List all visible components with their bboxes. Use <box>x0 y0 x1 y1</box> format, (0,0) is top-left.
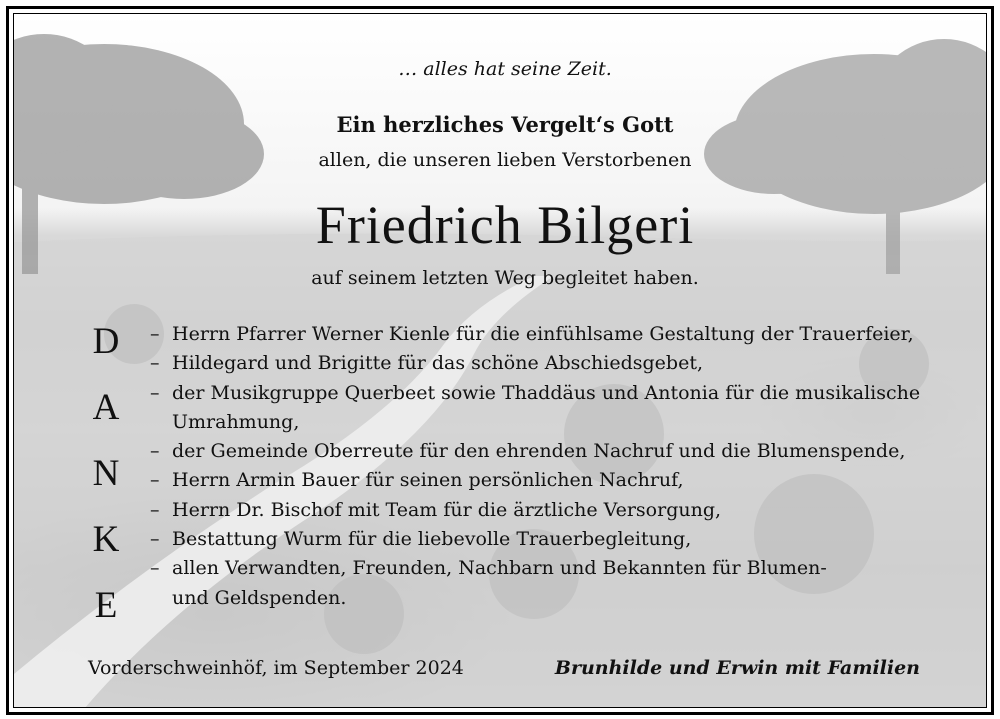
signature: Brunhilde und Erwin mit Familien <box>554 657 920 679</box>
dash: – <box>150 381 160 404</box>
outro-text: auf seinem letzten Weg begleitet haben. <box>311 267 699 289</box>
dash: – <box>150 440 160 463</box>
danke-letter-e: E <box>94 585 118 626</box>
dash: – <box>150 469 160 492</box>
thanks-line: Hildegard und Brigitte für das schöne Abschiedsgebet, <box>172 352 703 375</box>
thanks-line: allen Verwandten, Freunden, Nachbarn und Bekannten für Blumen- <box>172 557 827 580</box>
danke-letter-a: A <box>92 387 120 428</box>
thanks-line: Herrn Dr. Bischof mit Team für die ärztliche Versorgung, <box>172 498 722 521</box>
thanks-item <box>150 437 920 466</box>
place-date: Vorderschweinhöf, im September 2024 <box>88 657 464 679</box>
thanks-line: Bestattung Wurm für die liebevolle Trauerbegleitung, <box>172 528 692 551</box>
intro-text: allen, die unseren lieben Verstorbenen <box>318 149 692 171</box>
landscape-background <box>13 13 987 708</box>
thanks-list <box>150 320 920 613</box>
thanks-item <box>150 349 920 378</box>
heading: Ein herzliches Vergelt‘s Gott <box>336 112 674 137</box>
danke-letter-k: K <box>92 519 120 560</box>
thanks-line: Umrahmung, <box>172 410 300 433</box>
thanks-line: Herrn Pfarrer Werner Kienle für die einfühlsame Gestaltung der Trauerfeier, <box>172 323 914 345</box>
motto: … alles hat seine Zeit. <box>398 58 612 80</box>
danke-letter-n: N <box>92 453 120 494</box>
thanks-line: und Geldspenden. <box>172 586 347 609</box>
notice-frame <box>6 6 994 715</box>
dash: – <box>150 557 160 580</box>
danke-letter-d: D <box>92 321 120 362</box>
deceased-name: Friedrich Bilgeri <box>315 195 695 255</box>
thanks-item <box>150 320 920 349</box>
thanks-line: Herrn Armin Bauer für seinen persönlichen Nachruf, <box>172 469 684 492</box>
thanks-line: der Gemeinde Oberreute für den ehrenden Nachruf und die Blumenspende, <box>172 440 906 463</box>
thanks-item <box>150 525 920 554</box>
thanks-item <box>150 496 920 525</box>
thanks-item <box>150 379 920 438</box>
thanks-item <box>150 466 920 495</box>
dash: – <box>150 352 160 375</box>
dash: – <box>150 528 160 551</box>
dash: – <box>150 498 160 521</box>
dash: – <box>150 323 160 345</box>
thanks-item <box>150 554 920 613</box>
thanks-line: der Musikgruppe Querbeet sowie Thaddäus und Antonia für die musikalische <box>172 381 921 404</box>
